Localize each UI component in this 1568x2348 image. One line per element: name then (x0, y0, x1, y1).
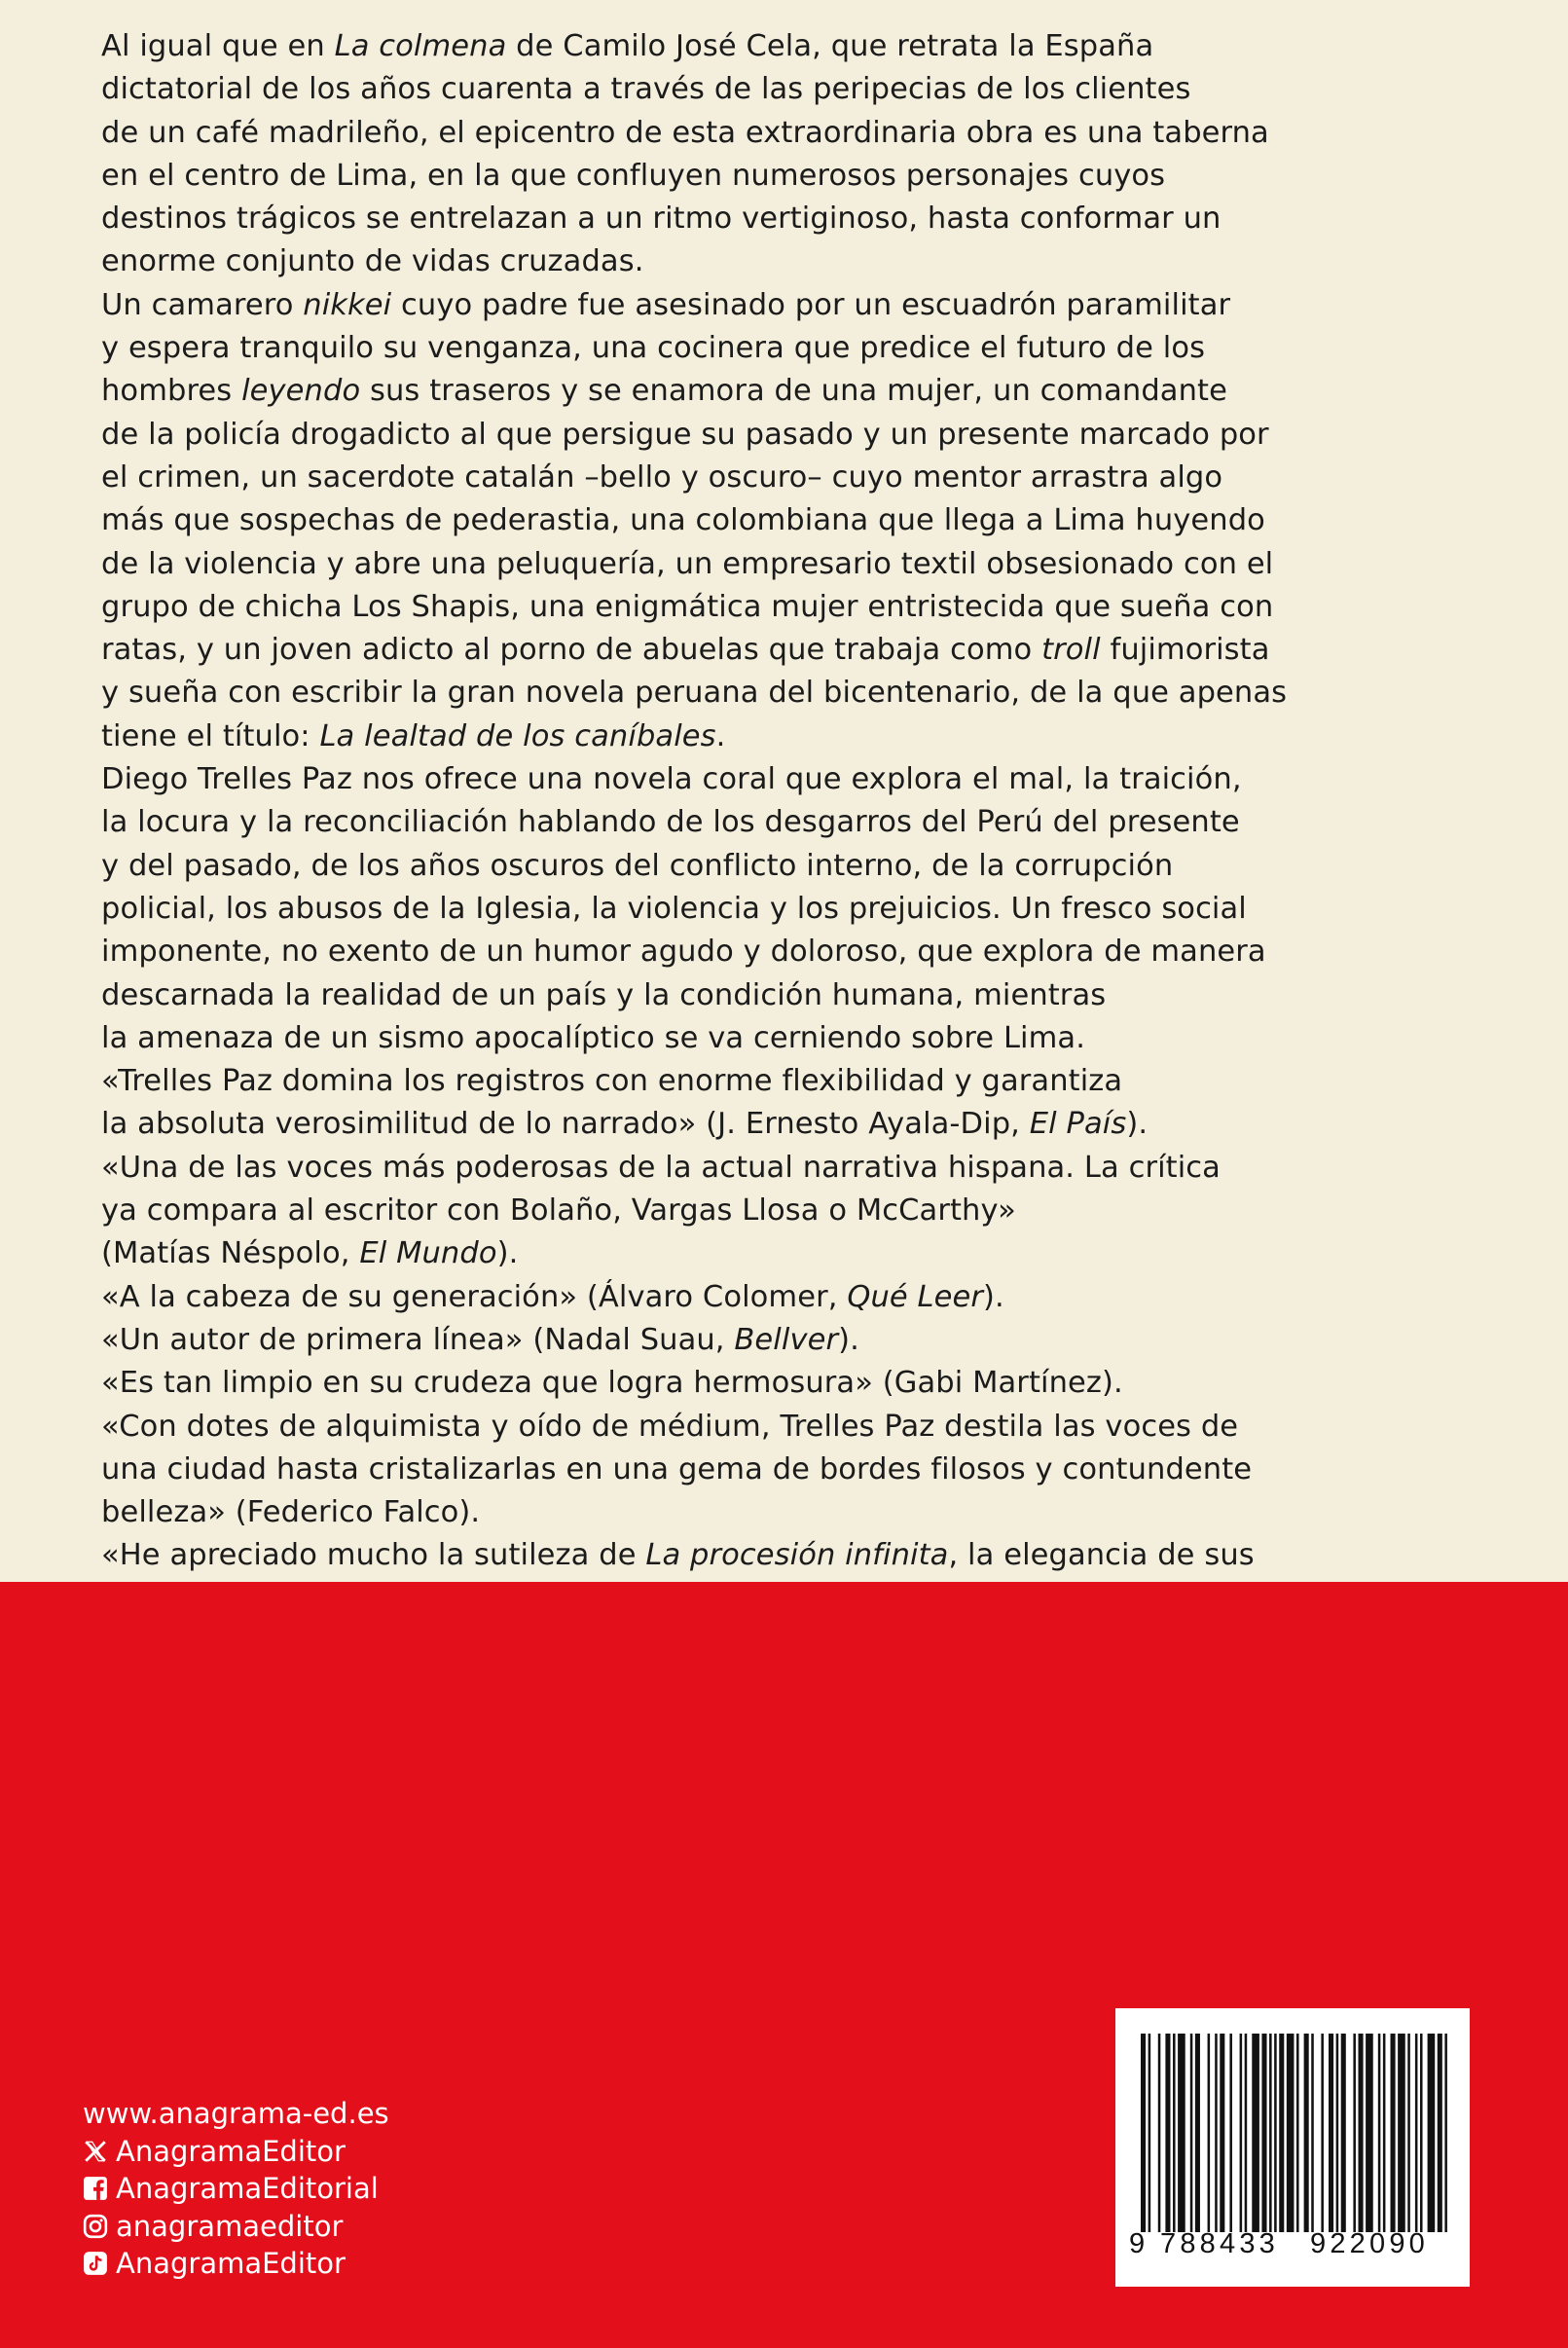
blurb-line (101, 240, 1488, 283)
blurb-line (101, 801, 1488, 844)
text-segment: enorme conjunto de vidas cruzadas. (101, 244, 644, 279)
text-segment: la absoluta verosimilitud de lo narrado» (J. Ernesto Ayala-Dip, (101, 1107, 1030, 1142)
text-segment: y del pasado, de los años oscuros del conflicto interno, de la corrupción (101, 848, 1174, 883)
blurb-line (101, 1060, 1488, 1103)
publisher-contact (83, 2095, 530, 2283)
text-segment: el crimen, un sacerdote catalán –bello y oscuro– cuyo mentor arrastra algo (101, 459, 1223, 495)
blurb-line (101, 931, 1488, 973)
blurb-line (101, 370, 1488, 413)
blurb-line (101, 198, 1488, 240)
text-segment: ). (838, 1322, 859, 1357)
blurb-line (101, 845, 1488, 888)
italic-title: Qué Leer (847, 1279, 984, 1314)
x-logo-icon (83, 2139, 108, 2164)
blurb-line (101, 629, 1488, 672)
text-segment: «Con dotes de alquimista y oído de médium, Trelles Paz destila las voces de (101, 1409, 1239, 1444)
blurb-paragraph (101, 1060, 1488, 1147)
text-segment: grupo de chicha Los Shapis, una enigmática mujer entristecida que sueña con (101, 589, 1274, 624)
blurb-line (101, 155, 1488, 198)
italic-title: La colmena (334, 29, 507, 63)
text-segment: «A la cabeza de su generación» (Álvaro Colomer, (101, 1279, 848, 1314)
text-segment: descarnada la realidad de un país y la condición humana, mientras (101, 977, 1107, 1012)
text-segment: sus traseros y se enamora de una mujer, un comandante (360, 374, 1227, 409)
text-segment: Un camarero (101, 287, 304, 322)
text-segment: Al igual que en (101, 29, 335, 63)
text-segment: «Una de las voces más poderosas de la actual narrativa hispana. La crítica (101, 1150, 1221, 1185)
blurb-line (101, 1190, 1488, 1232)
text-segment: ). (983, 1279, 1004, 1314)
blurb-line (101, 1449, 1488, 1491)
text-segment: ). (496, 1236, 519, 1271)
tiktok-account-link[interactable] (83, 2245, 530, 2283)
instagram-handle[interactable]: anagramaeditor (116, 2209, 344, 2243)
italic-title: El Mundo (359, 1236, 497, 1271)
blurb-paragraph (101, 1319, 1488, 1362)
blurb-line (101, 1491, 1488, 1534)
text-segment: de un café madrileño, el epicentro de esta extraordinaria obra es una taberna (101, 115, 1269, 150)
blurb-line (101, 1406, 1488, 1449)
blurb-paragraph (101, 284, 1488, 758)
barcode-left-group: 788433 (1160, 2228, 1279, 2259)
blurb-line (101, 457, 1488, 499)
text-segment: «Es tan limpio en su crudeza que logra hermosura» (Gabi Martínez). (101, 1366, 1123, 1401)
italic-title: El País (1029, 1107, 1127, 1142)
blurb-paragraph (101, 1147, 1488, 1276)
text-segment: tiene el título: (101, 718, 320, 753)
blurb-line (101, 284, 1488, 327)
website-url[interactable]: www.anagrama-ed.es (83, 2097, 389, 2130)
barcode-right-group: 922090 (1310, 2228, 1429, 2259)
text-segment: ). (1126, 1107, 1149, 1142)
facebook-account-link[interactable] (83, 2170, 530, 2208)
blurb-paragraph (101, 1406, 1488, 1535)
text-segment: ratas, y un joven adicto al porno de abuelas que trabaja como (101, 633, 1042, 668)
blurb-line (101, 1147, 1488, 1190)
blurb-line (101, 68, 1488, 111)
text-segment: . (715, 718, 726, 753)
text-segment: belleza» (Federico Falco). (101, 1495, 481, 1530)
x-account-link[interactable] (83, 2133, 530, 2171)
instagram-account-link[interactable] (83, 2208, 530, 2246)
blurb-line (101, 586, 1488, 629)
isbn-barcode (1115, 2008, 1470, 2287)
italic-title: nikkei (303, 287, 392, 322)
text-segment: imponente, no exento de un humor agudo y doloroso, que explora de manera (101, 935, 1266, 970)
text-segment: de Camilo José Cela, que retrata la España (506, 29, 1154, 63)
text-segment: «He apreciado mucho la sutileza de (101, 1538, 646, 1573)
blurb-line (101, 1362, 1488, 1405)
back-cover-blurb (101, 25, 1488, 1582)
blurb-line (101, 715, 1488, 758)
blurb-line (101, 1319, 1488, 1362)
text-segment: dictatorial de los años cuarenta a través de las peripecias de los clientes (101, 72, 1191, 107)
blurb-paragraph (101, 1362, 1488, 1405)
tiktok-icon (83, 2251, 108, 2276)
barcode-prefix-digit: 9 (1129, 2228, 1146, 2259)
text-segment: «Un autor de primera línea» (Nadal Suau, (101, 1322, 735, 1357)
blurb-paragraph (101, 1276, 1488, 1319)
text-segment: destinos trágicos se entrelazan a un ritmo vertiginoso, hasta conformar un (101, 202, 1222, 237)
text-segment: la locura y la reconciliación hablando de los desgarros del Perú del presente (101, 805, 1240, 840)
blurb-line (101, 414, 1488, 457)
text-segment: de la policía drogadicto al que persigue su pasado y un presente marcado por (101, 417, 1269, 452)
text-segment: la amenaza de un sismo apocalíptico se va cerniendo sobre Lima. (101, 1020, 1086, 1055)
text-segment: «Trelles Paz domina los registros con enorme flexibilidad y garantiza (101, 1064, 1123, 1099)
instagram-icon (83, 2214, 108, 2239)
blurb-paragraph (101, 25, 1488, 284)
blurb-line (101, 888, 1488, 931)
blurb-line (101, 25, 1488, 68)
text-segment: una ciudad hasta cristalizarlas en una gema de bordes filosos y contundente (101, 1451, 1253, 1486)
tiktok-handle[interactable]: AnagramaEditor (116, 2247, 346, 2280)
blurb-line (101, 1232, 1488, 1275)
italic-title: La lealtad de los caníbales (319, 718, 716, 753)
text-segment: ya compara al escritor con Bolaño, Vargas Llosa o McCarthy» (101, 1193, 1016, 1229)
text-segment: fujimorista (1100, 633, 1270, 668)
blurb-line (101, 1103, 1488, 1146)
text-segment: Diego Trelles Paz nos ofrece una novela coral que explora el mal, la traición, (101, 762, 1242, 797)
text-segment: hombres (101, 374, 242, 409)
facebook-icon (83, 2176, 108, 2201)
italic-title: leyendo (241, 374, 361, 409)
facebook-handle[interactable]: AnagramaEditorial (116, 2172, 379, 2205)
barcode-digits (1125, 2228, 1466, 2267)
blurb-line (101, 1276, 1488, 1319)
text-segment: en el centro de Lima, en la que confluyen numerosos personajes cuyos (101, 158, 1166, 193)
blurb-line (101, 1534, 1488, 1577)
blurb-line (101, 1017, 1488, 1060)
blurb-line (101, 327, 1488, 370)
blurb-line (101, 672, 1488, 715)
website-link[interactable] (83, 2095, 530, 2133)
blurb-paragraph (101, 758, 1488, 1060)
text-segment: y sueña con escribir la gran novela peruana del bicentenario, de la que apenas (101, 676, 1288, 711)
text-segment: cuyo padre fue asesinado por un escuadrón paramilitar (391, 287, 1231, 322)
italic-title: troll (1041, 633, 1101, 668)
blurb-line (101, 758, 1488, 801)
blurb-line (101, 974, 1488, 1017)
text-segment: (Matías Néspolo, (101, 1236, 360, 1271)
blurb-line (101, 112, 1488, 155)
blurb-line (101, 543, 1488, 586)
blurb-line (101, 499, 1488, 542)
italic-title: La procesión infinita (645, 1538, 949, 1573)
italic-title: Bellver (734, 1322, 839, 1357)
barcode-bars (1141, 2034, 1452, 2232)
text-segment: , la elegancia de sus (948, 1538, 1255, 1573)
text-segment: más que sospechas de pederastia, una colombiana que llega a Lima huyendo (101, 503, 1265, 538)
x-handle[interactable]: AnagramaEditor (116, 2134, 346, 2168)
text-segment: de la violencia y abre una peluquería, un empresario textil obsesionado con el (101, 546, 1274, 581)
blurb-paragraph (101, 1534, 1488, 1577)
text-segment: policial, los abusos de la Iglesia, la violencia y los prejuicios. Un fresco social (101, 891, 1247, 926)
text-segment: y espera tranquilo su venganza, una cocinera que predice el futuro de los (101, 331, 1206, 366)
